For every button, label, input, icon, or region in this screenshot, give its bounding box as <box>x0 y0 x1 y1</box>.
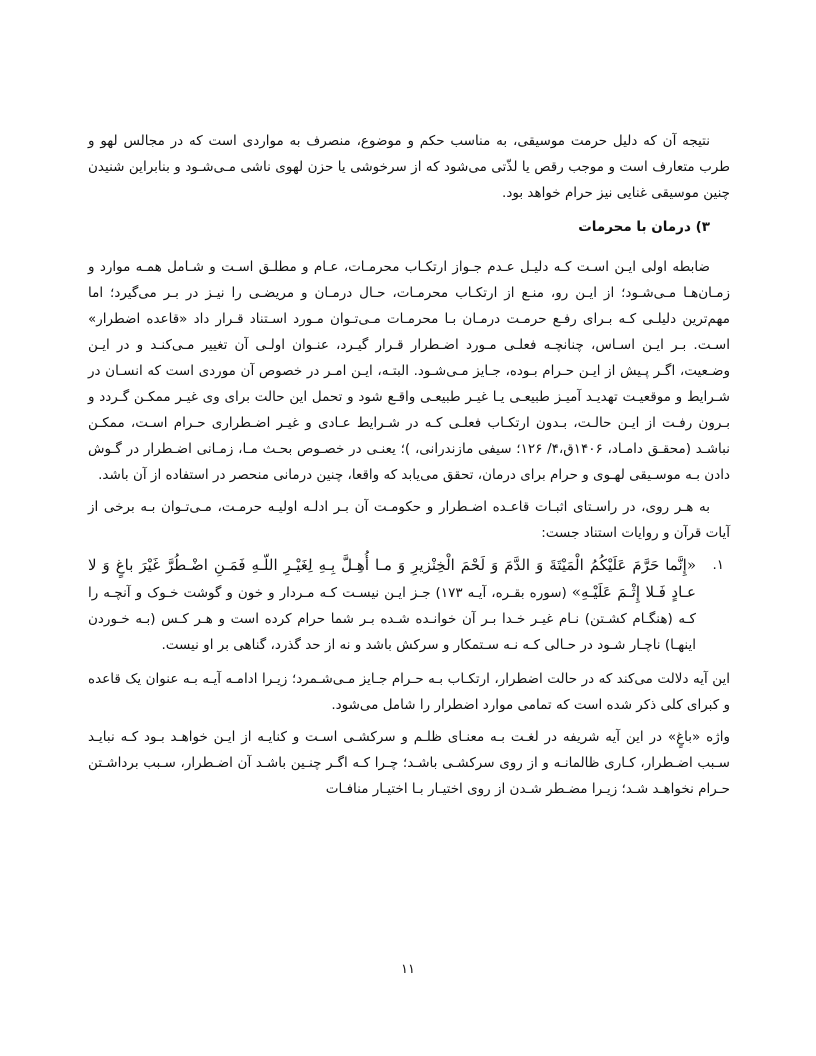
quran-verse: «إِنَّما حَرَّمَ عَلَيْكُمُ الْمَيْتَةَ وَ الدَّمَ وَ لَحْمَ الْخِنْزيرِ وَ مـا أُهِـلَّ بِـهِ لِغَيْـرِ اللّـهِ فَمَـنِ اضْـطُرَّ غَيْرَ باغٍ وَ لا عـادٍ فَـلا إِثْـمَ عَلَيْـهِ» <box>88 556 696 601</box>
paragraph-evidence-intro: به هـر روی، در راسـتای اثبـات قاعـده اضـطرار و حکومـت آن بـر ادلـه اولیـه حرمـت، مـی‌تـوان بـه برخی از آیات قرآن و روایات استناد جست: <box>88 499 730 541</box>
paragraph-conclusion: نتیجه آن که دلیل حرمت موسیقی، به مناسب حکم و موضوع، منصرف به مواردی است که در مجالس لهو و طرب متعارف است و موجب رقص یا لذّتی می‌شود که از سرخوشی یا حزن لهوی ناشی مـی‌شـود و بنابراین شنیدن چنین موسیقی غنایی نیز حرام خواهد بود. <box>88 133 730 201</box>
list-item-number: ۱. <box>712 557 724 573</box>
paragraph-verse-explanation: این آیه دلالت می‌کند که در حالت اضطرار، ارتکـاب بـه حـرام جـایز مـی‌شـمرد؛ زیـرا ادامـه آیـه بـه عنوان یک قاعده و کبرای کلی ذکر شده است که تمامی موارد اضطرار را شامل می‌شود. <box>88 671 730 713</box>
page-number: ۱۱ <box>401 962 415 977</box>
paragraph-necessity-rule: ضابطه اولی ایـن اسـت کـه دلیـل عـدم جـواز ارتکـاب محرمـات، عـام و مطلـق اسـت و شـامل همـه موارد و زمـان‌هـا مـی‌شـود؛ از ایـن رو، منـع از ارتکـاب محرمـات، حـال درمـان و مریضـی را نیـز در بـر می‌گیرد؛ اما مهم‌ترین دلیلـی کـه بـرای رفـع حرمـت درمـان بـا محرمـات مـی‌تـوان مـورد اسـتناد قـرار داد «قاعده اضطرار» اسـت. بـر ایـن اسـاس، چنانچـه فعلـی مـورد اضـطرار قـرار گیـرد، عنـوان اولـی آن تغییر مـی‌کنـد و در ایـن وضـعیت، اگـر پـیش از ایـن حـرام بـوده، جـایز مـی‌شـود. البتـه، ایـن امـر در خصوص آن موردی است که انسـان در شـرایط و موقعیـت تهدیـد آمیـز طبیعـی یـا غیـر طبیعـی واقـع شود و تحمل این حالت برای وی غیـر ممکـن گـردد و بـرون رفـت از ایـن حالـت، بـدون ارتکـاب فعلـی کـه در شـرایط عـادی و غیـر اضـطراری حـرام اسـت، ممکـن نباشـد (محقـق دامـاد، ۱۴۰۶ق،۴/ ۱۲۶؛ سیفی مازندرانی، )؛ یعنـی در خصـوص بحـث مـا، زمـانی اضـطرار در گـوش دادن بـه موسـیقی لهـوی و حرام برای درمان، تحقق می‌یابد که واقعا، چنین درمانی منحصر در استفاده از آن باشد. <box>88 259 731 483</box>
document-page <box>88 128 730 808</box>
evidence-list <box>88 552 730 658</box>
list-item <box>88 552 730 658</box>
paragraph-word-analysis: واژه «باغٍ» در این آیه شریفه در لغـت بـه معنـای ظلـم و سرکشـی اسـت و کنایـه از ایـن خواهـد بـود کـه نبایـد سـبب اضـطرار، کـاری ظالمانـه و از روی سرکشـی باشـد؛ چـرا کـه اگـر چنـین باشـد آن اضـطرار، سـبب برداشـتن حـرام نخواهـد شـد؛ زیـرا مضـطر شـدن از روی اختیـار بـا اختیـار منافـات <box>88 729 730 797</box>
list-item-body <box>88 552 696 658</box>
verse-translation: (سوره بقـره، آیـه ۱۷۳) جـز ایـن نیسـت کـه مـردار و خون و گوشت خـوک و آنچـه را کـه (هنگـام کشـتن) نـام غیـر خـدا بـر آن خوانـده شـده بـر شما حرام کرده است و هـر کـس (بـه خـوردن اینهـا) ناچـار شـود در حـالی کـه نـه سـتمکار و سرکش باشد و نه از حد گذرد، گناهی بر او نیست. <box>88 585 696 653</box>
section-heading: ۳) درمان با محرمات <box>578 219 710 235</box>
